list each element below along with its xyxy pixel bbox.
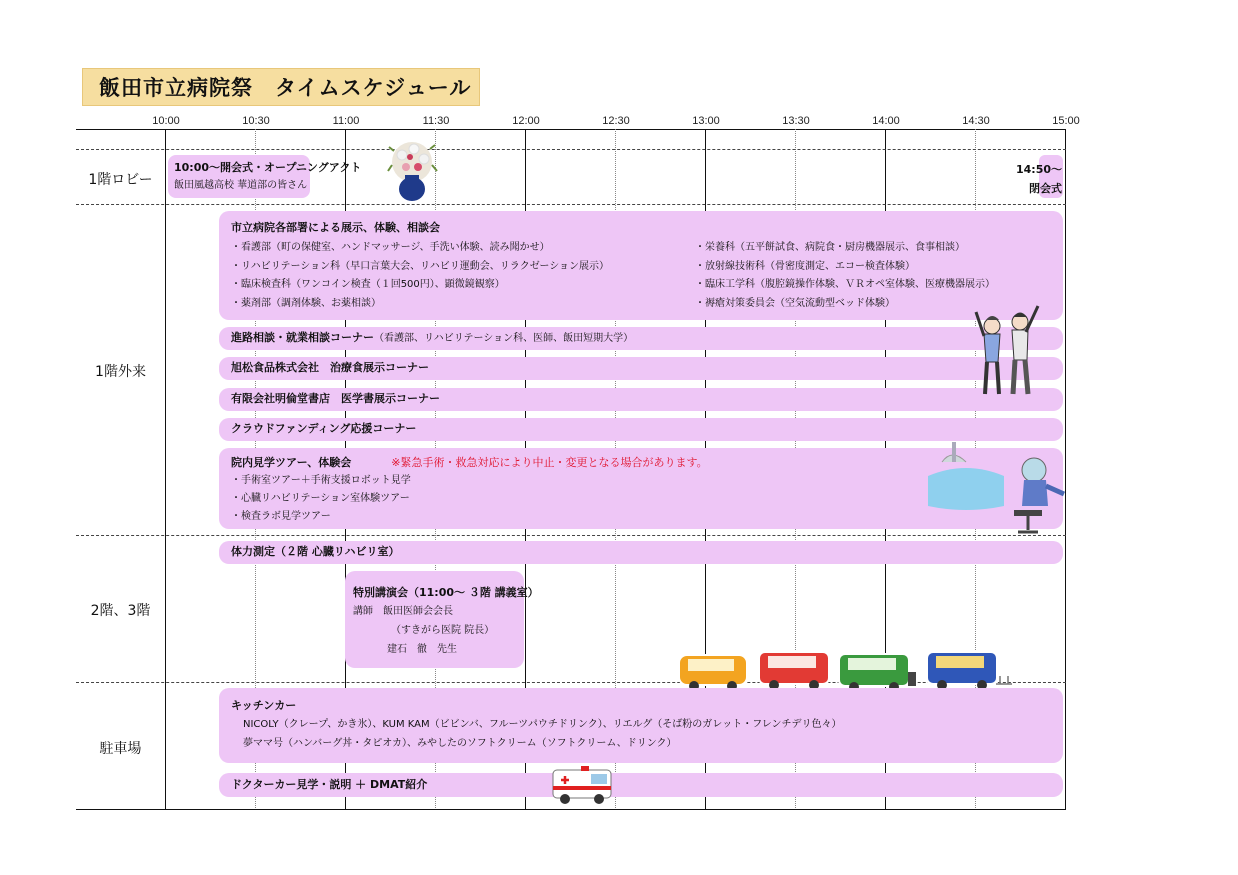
tick-label: 10:00 — [152, 115, 180, 127]
tour-title: 院内見学ツアー、体験会 — [231, 456, 352, 469]
bottom-line — [76, 809, 1066, 810]
tick-label: 13:00 — [692, 115, 720, 127]
stretching-people-icon — [972, 302, 1062, 400]
tick-label: 12:00 — [512, 115, 540, 127]
career-counseling-bar — [219, 327, 1063, 350]
section-label-lobby: 1階ロビー — [88, 172, 153, 188]
doctor-car-bar: ドクターカー見学・説明 ＋ DMAT紹介 — [219, 773, 1063, 797]
tick-label: 11:30 — [422, 115, 450, 127]
closing-label: 閉会式 — [1029, 182, 1062, 195]
list-item: ・褥瘡対策委員会（空気流動型ベッド体験） — [695, 297, 895, 309]
tour-item: ・心臓リハビリテーション室体験ツアー — [231, 493, 410, 504]
special-lecture-bar — [345, 571, 539, 668]
tick-label: 14:30 — [962, 115, 990, 127]
opening-performers: 飯田風越高校 華道部の皆さん — [174, 180, 308, 191]
section-label-outpatient: 1階外来 — [95, 364, 146, 380]
kitchen-car-red-icon — [756, 646, 832, 692]
tick-label: 11:00 — [332, 115, 360, 127]
section-label-floor23: 2階、3階 — [90, 603, 151, 619]
section-label-parking: 駐車場 — [99, 741, 142, 757]
section-divider — [76, 535, 1066, 536]
ambulance-icon — [551, 764, 615, 806]
kitchen-car-orange-icon — [676, 649, 750, 693]
surgery-robot-icon — [922, 440, 1066, 536]
tick-label: 14:00 — [872, 115, 900, 127]
lecture-speaker-line: 講師 飯田医師会会長 — [353, 606, 453, 617]
list-item: ・リハビリテーション科（早口言葉大会、リハビリ運動会、リラクゼーション展示） — [231, 260, 609, 272]
tour-item: ・手術室ツアー＋手術支援ロボット見学 — [231, 475, 411, 486]
exhibits-title: 市立病院各部署による展示、体験、相談会 — [231, 221, 440, 234]
tick-label: 15:00 — [1052, 115, 1080, 127]
lecture-speaker-name: 建石 徹 先生 — [387, 644, 457, 655]
closing-ceremony-label — [990, 160, 1062, 198]
page-title: 飯田市立病院祭 タイムスケジュール — [82, 68, 480, 106]
tour-item: ・検査ラボ見学ツアー — [231, 511, 331, 522]
kitchen-vendors-line: 夢ママ号（ハンバーグ丼・タピオカ）、みやしたのソフトクリーム（ソフトクリーム、ドリンク） — [243, 738, 677, 749]
closing-time: 14:50～ — [1015, 163, 1062, 176]
opening-ceremony-bar — [168, 155, 362, 198]
meirindo-bar: 有限会社明倫堂書店 医学書展示コーナー — [219, 388, 1063, 411]
tick-label: 13:30 — [782, 115, 810, 127]
list-item: ・栄養科（五平餅試食、病院食・厨房機器展示、食事相談） — [695, 242, 965, 253]
exhibits-right-list — [695, 239, 995, 313]
fitness-test-bar: 体力測定（２階 心臓リハビリ室） — [219, 541, 1063, 564]
list-item: ・臨床工学科（腹腔鏡操作体験、ＶＲオペ室体験、医療機器展示） — [695, 279, 995, 290]
lecture-title: 特別講演会（11:00～ ３階 講義室） — [353, 586, 539, 599]
opening-title: 10:00～開会式・オープニングアクト — [174, 161, 362, 174]
tour-warning: ※緊急手術・救急対応により中止・変更となる場合があります。 — [391, 456, 708, 469]
list-item: ・薬剤部（調剤体験、お薬相談） — [231, 297, 381, 309]
kitchen-vendors-line: NICOLY（クレープ、かき氷）、KUM KAM（ビビンバ、フルーツパウチドリンク）、リエルグ（そば粉のガレット・フレンチデリ色々） — [243, 719, 842, 730]
kitchen-car-bar — [219, 688, 1063, 763]
list-item: ・臨床検査科（ワンコイン検査（１回500円）、顕微鏡観察） — [231, 279, 505, 290]
section-divider — [76, 149, 1066, 150]
kitchen-car-blue-icon — [924, 646, 1014, 694]
career-title: 進路相談・就業相談コーナー — [231, 331, 374, 344]
asahimatsu-bar: 旭松食品株式会社 治療食展示コーナー — [219, 357, 1063, 380]
axis-line — [76, 129, 1066, 130]
tick-label: 12:30 — [602, 115, 630, 127]
career-detail: （看護部、リハビリテーション科、医師、飯田短期大学） — [374, 333, 634, 344]
grid-line-hour — [165, 129, 166, 810]
crowdfunding-bar: クラウドファンディング応援コーナー — [219, 418, 1063, 441]
flower-arrangement-icon — [384, 137, 440, 203]
tick-label: 10:30 — [242, 115, 270, 127]
exhibits-left-list — [231, 239, 609, 313]
section-divider — [76, 204, 1066, 205]
list-item: ・放射線技術科（骨密度測定、エコー検査体験） — [695, 260, 915, 272]
kitchen-title: キッチンカー — [231, 699, 297, 712]
lecture-speaker-affiliation: （すきがら医院 院長） — [391, 625, 495, 636]
list-item: ・看護部（町の保健室、ハンドマッサージ、手洗い体験、読み聞かせ） — [231, 242, 550, 253]
